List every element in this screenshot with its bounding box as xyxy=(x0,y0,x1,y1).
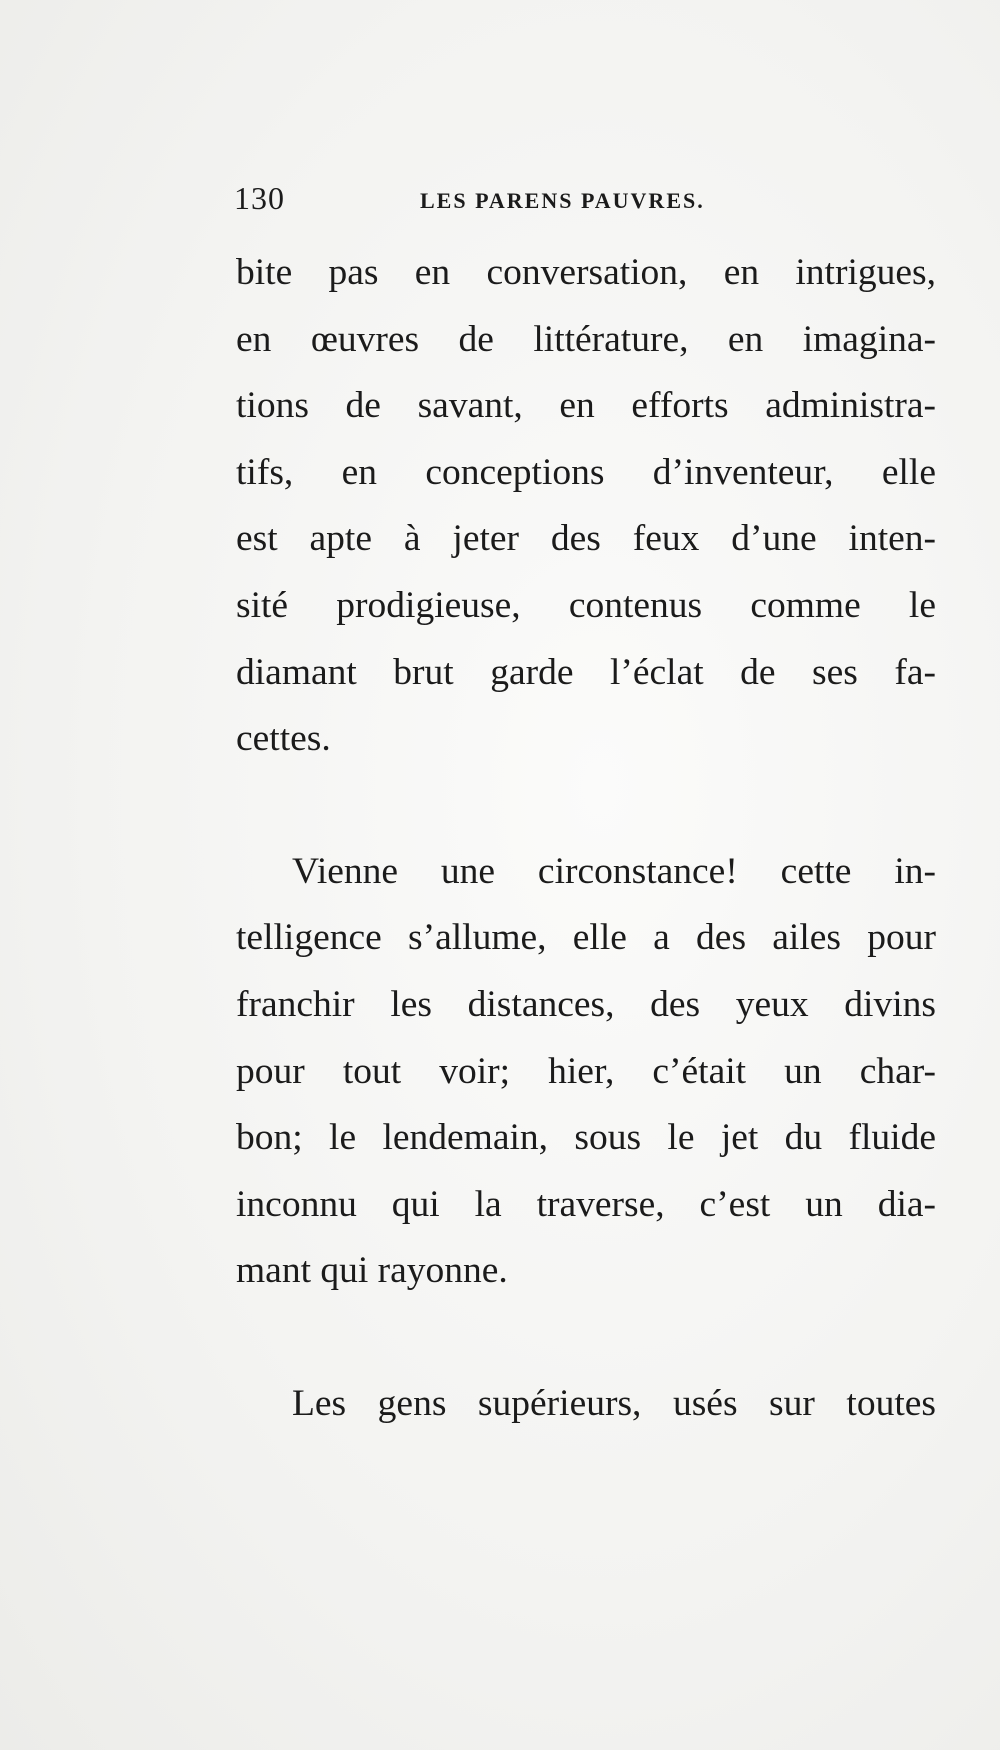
running-head xyxy=(234,180,754,220)
body-text xyxy=(236,240,936,1438)
text-line: cettes. xyxy=(236,718,331,760)
paragraph xyxy=(236,1371,936,1438)
text-line: est apte à jeter des feux d’une inten- xyxy=(236,518,936,560)
text-line: tifs, en conceptions d’inventeur, elle xyxy=(236,451,936,493)
text-line: Les gens supérieurs, usés sur toutes xyxy=(292,1382,936,1424)
paragraph xyxy=(236,240,936,773)
text-line: pour tout voir; hier, c’était un char- xyxy=(236,1050,936,1092)
text-line: franchir les distances, des yeux divins xyxy=(236,983,936,1025)
text-line: bon; le lendemain, sous le jet du fluide xyxy=(236,1117,936,1159)
text-line: mant qui rayonne. xyxy=(236,1250,508,1292)
text-line: diamant brut garde l’éclat de ses fa- xyxy=(236,651,936,693)
text-line: inconnu qui la traverse, c’est un dia- xyxy=(236,1183,936,1225)
text-line: tions de savant, en efforts administra- xyxy=(236,385,936,427)
text-line: Vienne une circonstance! cette in- xyxy=(292,850,936,892)
text-line: bite pas en conversation, en intrigues, xyxy=(236,252,936,293)
paragraph xyxy=(236,839,936,1305)
text-line: sité prodigieuse, contenus comme le xyxy=(236,584,936,626)
page-number: 130 xyxy=(234,180,285,216)
text-line: en œuvres de littérature, en imagina- xyxy=(236,318,936,360)
paragraph-spacer xyxy=(236,1305,936,1371)
book-title: LES PARENS PAUVRES. xyxy=(420,188,705,213)
text-line: telligence s’allume, elle a des ailes pour xyxy=(236,917,936,959)
paragraph-spacer xyxy=(236,773,936,839)
